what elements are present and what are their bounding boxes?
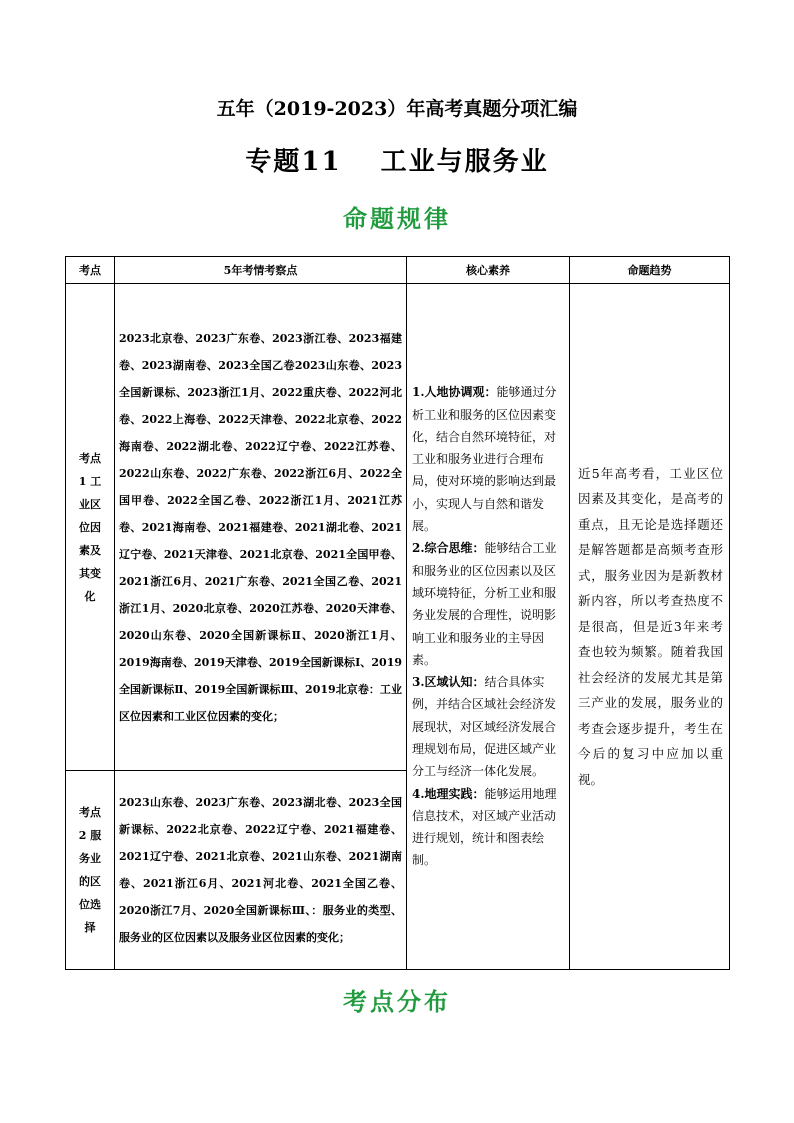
header-core-literacy: 核心素养: [407, 257, 570, 284]
kaodian-line: 考点: [79, 806, 101, 819]
kaodian-line: 素及: [79, 543, 101, 557]
core-label: 1.人地协调观：: [412, 385, 497, 400]
exam-analysis-table: [65, 256, 730, 970]
kaodian-line: 位选: [79, 898, 101, 911]
kaodian-line: 2 服: [78, 829, 102, 842]
kaodian-line: 1 工: [78, 474, 102, 488]
core-item: [412, 671, 564, 782]
kaodian-2-cell: [66, 771, 115, 970]
header-trend: 命题趋势: [570, 257, 730, 284]
kaodian-1-cell: [66, 284, 115, 771]
core-text: 能够通过分析工业和服务的区位因素变化，结合自然环境特征，对工业和服务业进行合理布局，使对环境的影响达到最小，实现人与自然和谐发展。: [412, 385, 557, 534]
header-exam-points: 5年考情考察点: [115, 257, 407, 284]
document-title: 五年（2019-2023）年高考真题分项汇编: [216, 98, 578, 120]
table-row: [66, 284, 730, 771]
kaodian-line: 择: [84, 921, 96, 934]
table-header-row: [66, 257, 730, 284]
core-label: 3.区域认知：: [412, 675, 485, 690]
core-item: [412, 381, 564, 537]
rule-heading: 命题规律: [343, 204, 451, 233]
trend-cell: 近5年高考看，工业区位因素及其变化，是高考的重点，且无论是选择题还是解答题都是高频考查形式，服务业因为是新教材新内容，所以考查热度不是很高，但是近3年来考查也较为频繁。随着我国社会经济的发展尤其是第三产业的发展，服务业的考查会逐步提升，考生在今后的复习中应加以重视。: [570, 284, 730, 970]
header-kaodian: 考点: [66, 257, 115, 284]
distribution-heading: 考点分布: [343, 987, 451, 1016]
kaodian-line: 考点: [79, 451, 101, 465]
kaodian-line: 的区: [79, 875, 101, 888]
exam-list-1: 2023北京卷、2023广东卷、2023浙江卷、2023福建卷、2023湖南卷、2023全国乙卷2023山东卷、2023全国新课标、2023浙江1月、2022重庆卷、2022河北卷、2022上海卷、2022天津卷、2022北京卷、2022海南卷、2022湖北卷、2022辽宁卷、2022江苏卷、2022山东卷、2022广东卷、2022浙江6月、2022全国甲卷、2022全国乙卷、2022浙江1月、2021江苏卷、2021海南卷、2021福建卷、2021湖北卷、2021辽宁卷、2021天津卷、2021北京卷、2021全国甲卷、2021浙江6月、2021广东卷、2021全国乙卷、2021浙江1月、2020北京卷、2020江苏卷、2020天津卷、2020山东卷、2020全国新课标Ⅱ、2020浙江1月、2019海南卷、2019天津卷、2019全国新课标Ⅰ、2019全国新课标Ⅱ、2019全国新课标Ⅲ、2019北京卷：工业区位因素和工业区位因素的变化；: [115, 284, 407, 771]
exam-list-2: 2023山东卷、2023广东卷、2023湖北卷、2023全国新课标、2022北京卷、2022辽宁卷、2021福建卷、2021辽宁卷、2021北京卷、2021山东卷、2021湖南卷、2021浙江6月、2021河北卷、2021全国乙卷、2020浙江7月、2020全国新课标Ⅲ、：服务业的类型、服务业的区位因素以及服务业区位因素的变化；: [115, 771, 407, 970]
kaodian-line: 务业: [79, 852, 101, 865]
core-literacy-cell: [407, 284, 570, 970]
core-item: [412, 537, 564, 671]
core-text: 结合具体实例，并结合区域社会经济发展现状，对区域经济发展合理规划布局，促进区域产业分工与经济一体化发展。: [412, 675, 557, 779]
core-item: [412, 783, 564, 872]
core-text: 能够运用地理信息技术，对区域产业活动进行规划，统计和图表绘制。: [412, 786, 557, 868]
core-label: 4.地理实践：: [412, 786, 485, 801]
core-label: 2.综合思维：: [412, 541, 485, 556]
kaodian-line: 其变: [79, 566, 101, 580]
kaodian-line: 位因: [79, 520, 101, 534]
core-text: 能够结合工业和服务业的区位因素以及区域环境特征，分析工业和服务业发展的合理性，说明影响工业和服务业的主导因素。: [412, 541, 557, 667]
topic-title: 专题11 工业与服务业: [245, 147, 549, 177]
kaodian-line: 业区: [79, 497, 101, 511]
kaodian-line: 化: [84, 589, 96, 603]
